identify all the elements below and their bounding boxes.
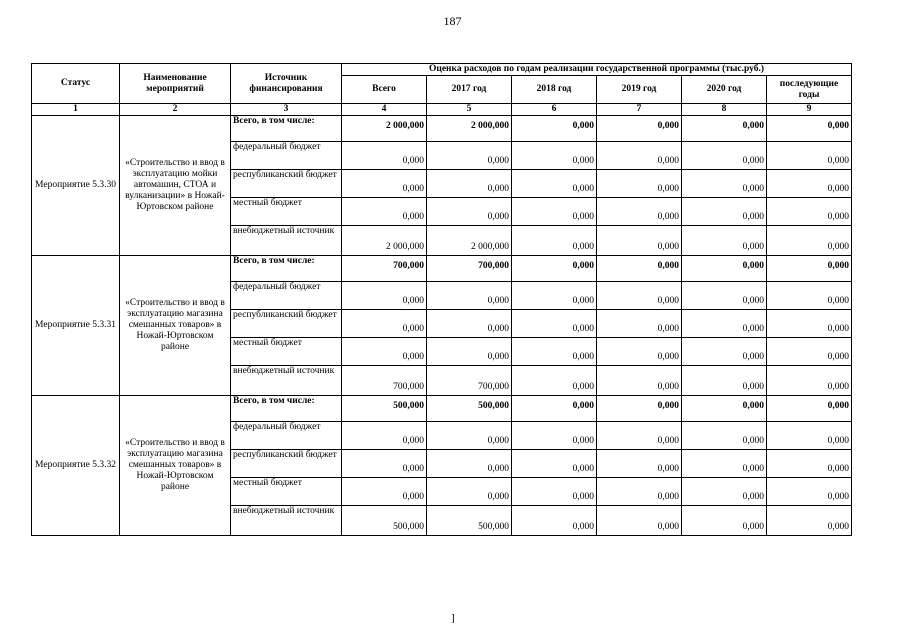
funding-source: федеральный бюджет <box>231 422 342 450</box>
funding-source: внебюджетный источник <box>231 366 342 396</box>
amount-cell: 0,000 <box>767 170 852 198</box>
amount-cell: 0,000 <box>597 396 682 422</box>
column-number: 7 <box>597 104 682 116</box>
funding-source: местный бюджет <box>231 338 342 366</box>
funding-source: внебюджетный источник <box>231 226 342 256</box>
amount-cell: 0,000 <box>512 450 597 478</box>
amount-cell: 0,000 <box>512 256 597 282</box>
amount-cell: 0,000 <box>512 366 597 396</box>
header-status: Статус <box>32 64 120 104</box>
amount-cell: 0,000 <box>597 256 682 282</box>
amount-cell: 0,000 <box>342 310 427 338</box>
amount-cell: 0,000 <box>512 226 597 256</box>
amount-cell: 0,000 <box>342 142 427 170</box>
amount-cell: 0,000 <box>342 198 427 226</box>
column-number: 2 <box>120 104 231 116</box>
header-later-years: последующие годы <box>767 76 852 104</box>
funding-source: федеральный бюджет <box>231 142 342 170</box>
amount-cell: 0,000 <box>512 396 597 422</box>
column-number: 9 <box>767 104 852 116</box>
amount-cell: 0,000 <box>597 142 682 170</box>
column-number: 6 <box>512 104 597 116</box>
amount-cell: 0,000 <box>512 170 597 198</box>
column-number: 4 <box>342 104 427 116</box>
amount-cell: 0,000 <box>682 396 767 422</box>
amount-cell: 700,000 <box>342 256 427 282</box>
amount-cell: 0,000 <box>767 226 852 256</box>
funding-source: республиканский бюджет <box>231 450 342 478</box>
amount-cell: 0,000 <box>342 282 427 310</box>
table-row <box>32 116 852 142</box>
amount-cell: 0,000 <box>342 450 427 478</box>
amount-cell: 0,000 <box>512 142 597 170</box>
amount-cell: 0,000 <box>342 478 427 506</box>
amount-cell: 500,000 <box>427 396 512 422</box>
amount-cell: 0,000 <box>597 450 682 478</box>
table-row <box>32 256 852 282</box>
amount-cell: 0,000 <box>682 170 767 198</box>
column-number: 5 <box>427 104 512 116</box>
amount-cell: 0,000 <box>767 282 852 310</box>
amount-cell: 0,000 <box>682 142 767 170</box>
amount-cell: 0,000 <box>767 310 852 338</box>
event-status: Мероприятие 5.3.32 <box>32 396 120 536</box>
header-expenditure-group: Оценка расходов по годам реализации государственной программы (тыс.руб.) <box>342 64 852 76</box>
amount-cell: 2 000,000 <box>427 226 512 256</box>
amount-cell: 0,000 <box>427 422 512 450</box>
amount-cell: 0,000 <box>597 198 682 226</box>
amount-cell: 0,000 <box>682 450 767 478</box>
amount-cell: 0,000 <box>342 422 427 450</box>
amount-cell: 0,000 <box>767 366 852 396</box>
amount-cell: 700,000 <box>427 256 512 282</box>
amount-cell: 0,000 <box>512 310 597 338</box>
amount-cell: 0,000 <box>597 310 682 338</box>
table-row <box>32 396 852 422</box>
amount-cell: 0,000 <box>682 282 767 310</box>
amount-cell: 500,000 <box>342 396 427 422</box>
amount-cell: 0,000 <box>597 338 682 366</box>
amount-cell: 700,000 <box>427 366 512 396</box>
funding-source: местный бюджет <box>231 478 342 506</box>
header-total: Всего <box>342 76 427 104</box>
header-2020: 2020 год <box>682 76 767 104</box>
amount-cell: 0,000 <box>597 226 682 256</box>
expenditure-table <box>31 63 852 536</box>
column-number: 8 <box>682 104 767 116</box>
amount-cell: 0,000 <box>427 478 512 506</box>
amount-cell: 0,000 <box>767 256 852 282</box>
header-2019: 2019 год <box>597 76 682 104</box>
amount-cell: 500,000 <box>342 506 427 536</box>
funding-source: местный бюджет <box>231 198 342 226</box>
funding-source: республиканский бюджет <box>231 170 342 198</box>
amount-cell: 0,000 <box>767 142 852 170</box>
amount-cell: 0,000 <box>767 116 852 142</box>
amount-cell: 0,000 <box>682 116 767 142</box>
amount-cell: 0,000 <box>767 338 852 366</box>
funding-source: республиканский бюджет <box>231 310 342 338</box>
amount-cell: 0,000 <box>597 282 682 310</box>
amount-cell: 0,000 <box>597 116 682 142</box>
column-number: 3 <box>231 104 342 116</box>
amount-cell: 0,000 <box>512 116 597 142</box>
header-name: Наименование мероприятий <box>120 64 231 104</box>
event-status: Мероприятие 5.3.30 <box>32 116 120 256</box>
amount-cell: 0,000 <box>512 282 597 310</box>
amount-cell: 0,000 <box>767 478 852 506</box>
amount-cell: 2 000,000 <box>342 116 427 142</box>
amount-cell: 0,000 <box>597 366 682 396</box>
amount-cell: 0,000 <box>597 422 682 450</box>
amount-cell: 0,000 <box>427 450 512 478</box>
amount-cell: 0,000 <box>512 198 597 226</box>
header-2017: 2017 год <box>427 76 512 104</box>
event-name: «Строительство и ввод в эксплуатацию мойки автомашин, СТОА и вулканизации» в Ножай-Юртовском районе <box>120 116 231 256</box>
amount-cell: 0,000 <box>427 142 512 170</box>
amount-cell: 0,000 <box>512 478 597 506</box>
amount-cell: 2 000,000 <box>342 226 427 256</box>
amount-cell: 0,000 <box>767 422 852 450</box>
header-source: Источник финансирования <box>231 64 342 104</box>
amount-cell: 0,000 <box>682 506 767 536</box>
funding-source: Всего, в том числе: <box>231 396 342 422</box>
amount-cell: 2 000,000 <box>427 116 512 142</box>
amount-cell: 0,000 <box>682 198 767 226</box>
event-name: «Строительство и ввод в эксплуатацию магазина смешанных товаров» в Ножай-Юртовском районе <box>120 256 231 396</box>
amount-cell: 0,000 <box>597 170 682 198</box>
amount-cell: 0,000 <box>682 226 767 256</box>
column-number: 1 <box>32 104 120 116</box>
amount-cell: 0,000 <box>342 170 427 198</box>
event-status: Мероприятие 5.3.31 <box>32 256 120 396</box>
amount-cell: 0,000 <box>767 506 852 536</box>
amount-cell: 0,000 <box>427 170 512 198</box>
amount-cell: 0,000 <box>597 506 682 536</box>
funding-source: Всего, в том числе: <box>231 256 342 282</box>
amount-cell: 700,000 <box>342 366 427 396</box>
amount-cell: 0,000 <box>682 256 767 282</box>
funding-source: внебюджетный источник <box>231 506 342 536</box>
amount-cell: 0,000 <box>682 422 767 450</box>
amount-cell: 0,000 <box>682 366 767 396</box>
amount-cell: 500,000 <box>427 506 512 536</box>
amount-cell: 0,000 <box>682 478 767 506</box>
footer-mark: ] <box>451 612 455 624</box>
amount-cell: 0,000 <box>767 396 852 422</box>
header-2018: 2018 год <box>512 76 597 104</box>
amount-cell: 0,000 <box>682 338 767 366</box>
amount-cell: 0,000 <box>512 422 597 450</box>
table-body <box>32 116 852 536</box>
amount-cell: 0,000 <box>682 310 767 338</box>
funding-source: Всего, в том числе: <box>231 116 342 142</box>
amount-cell: 0,000 <box>427 310 512 338</box>
amount-cell: 0,000 <box>512 338 597 366</box>
amount-cell: 0,000 <box>512 506 597 536</box>
amount-cell: 0,000 <box>767 450 852 478</box>
amount-cell: 0,000 <box>427 338 512 366</box>
amount-cell: 0,000 <box>767 198 852 226</box>
amount-cell: 0,000 <box>427 198 512 226</box>
page-number: 187 <box>443 14 462 28</box>
funding-source: федеральный бюджет <box>231 282 342 310</box>
amount-cell: 0,000 <box>427 282 512 310</box>
event-name: «Строительство и ввод в эксплуатацию магазина смешанных товаров» в Ножай-Юртовском районе <box>120 396 231 536</box>
amount-cell: 0,000 <box>597 478 682 506</box>
amount-cell: 0,000 <box>342 338 427 366</box>
